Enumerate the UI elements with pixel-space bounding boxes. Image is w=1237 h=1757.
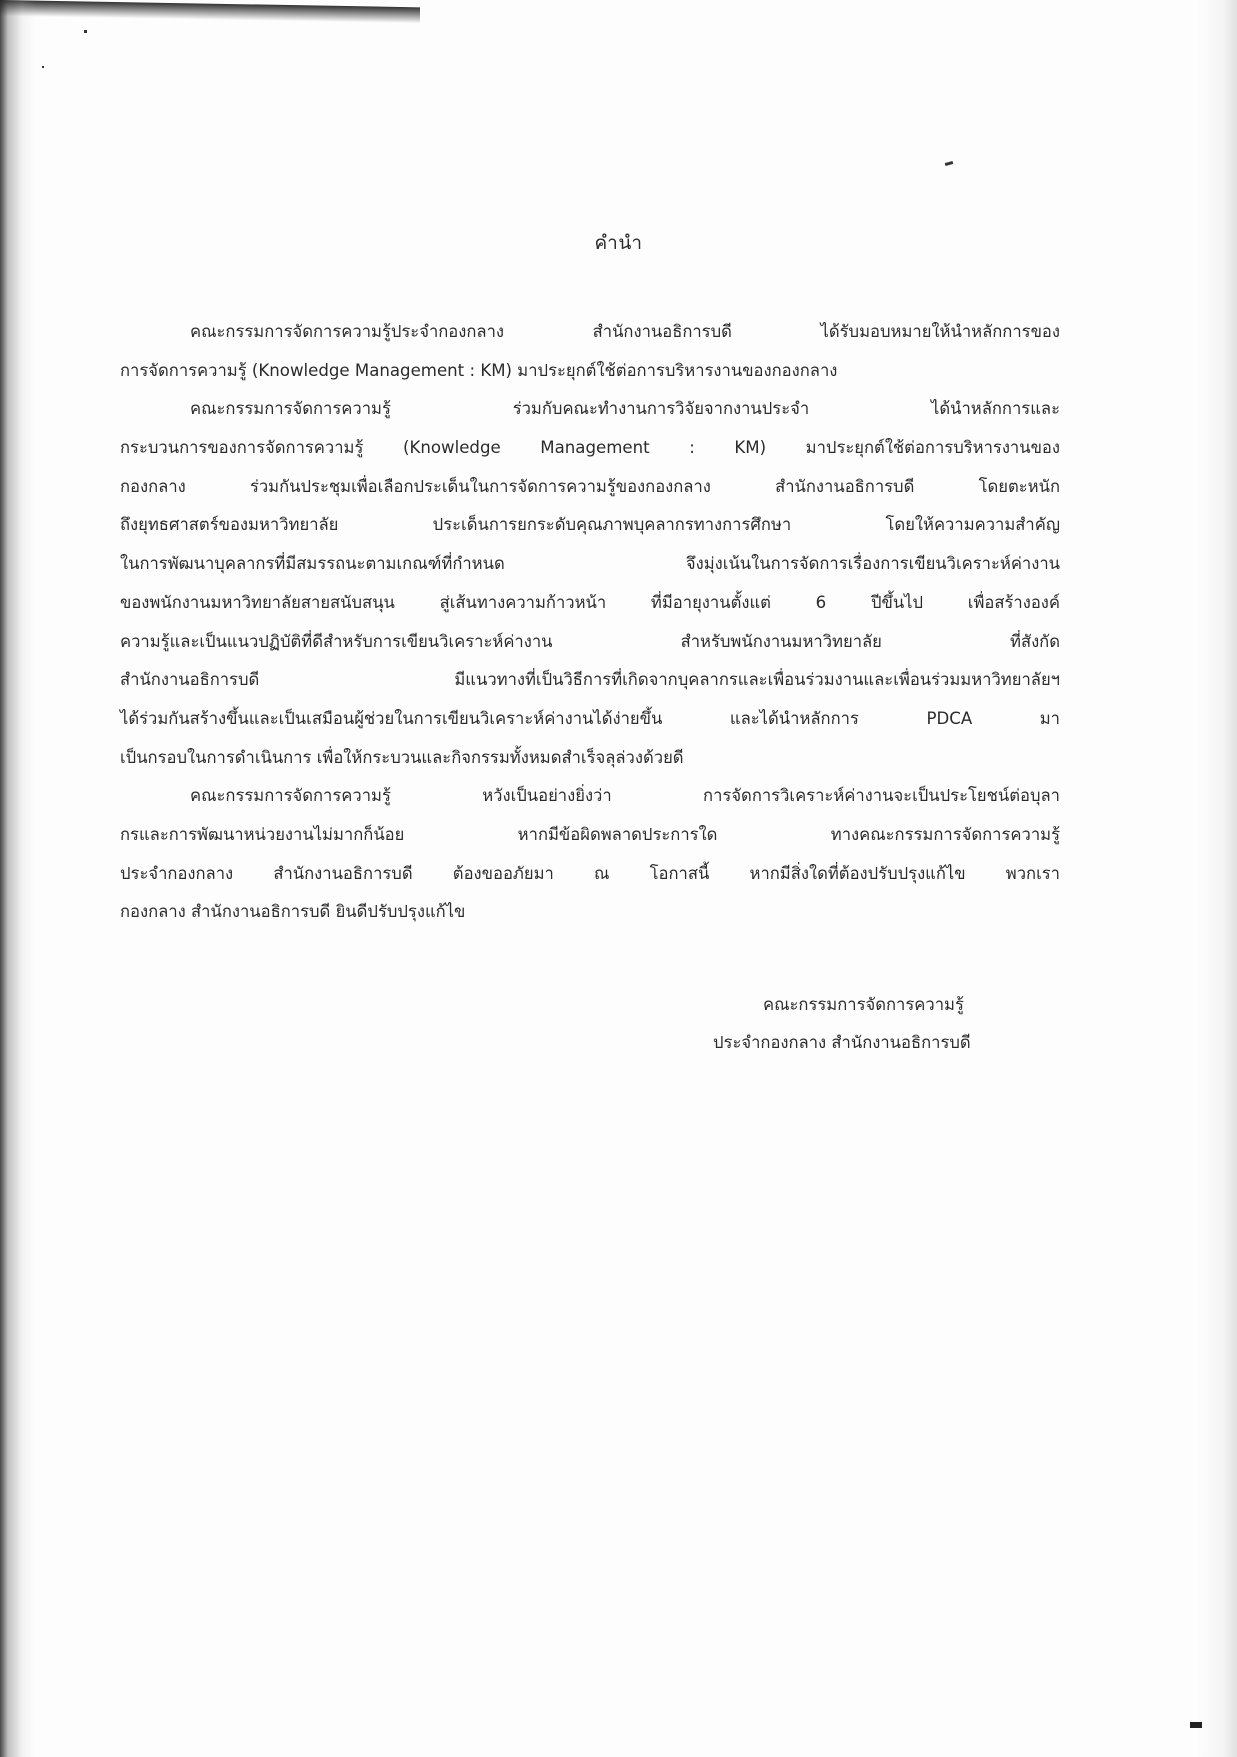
signature-block [0, 990, 1237, 1090]
scan-speck [945, 161, 954, 166]
paragraph-2-line-9: ได้ร่วมกันสร้างขึ้นและเป็นเสมือนผู้ช่วยในการเขียนวิเคราะห์ค่างานได้ง่ายขึ้น และได้นำหลักการ PDCA มา [120, 708, 1060, 728]
paragraph-2-line-2: กระบวนการของการจัดการความรู้ (Knowledge Management : KM) มาประยุกต์ใช้ต่อการบริหารงานของ [120, 438, 1060, 458]
paragraph-2-line-10: เป็นกรอบในการดำเนินการ เพื่อให้กระบวนและกิจกรรมทั้งหมดสำเร็จลุล่วงด้วยดี [120, 747, 684, 767]
scan-speck [84, 30, 87, 33]
paragraph-3-line-1: คณะกรรมการจัดการความรู้ หวังเป็นอย่างยิ่งว่า การจัดการวิเคราะห์ค่างานจะเป็นประโยชน์ต่อบุลา [190, 786, 1060, 806]
paragraph-2-line-8: สำนักงานอธิการบดี มีแนวทางที่เป็นวิธีการที่เกิดจากบุคลากรและเพื่อนร่วมงานและเพื่อนร่วมมหาวิทยาลัยฯ [120, 670, 1060, 690]
paragraph-2-line-5: ในการพัฒนาบุคลากรที่มีสมรรถนะตามเกณฑ์ที่กำหนด จึงมุ่งเน้นในการจัดการเรื่องการเขียนวิเคราะห์ค่างาน [120, 554, 1060, 574]
paragraph-1-line-2: การจัดการความรู้ (Knowledge Management : KM) มาประยุกต์ใช้ต่อการบริหารงานของกองกลาง [120, 360, 838, 380]
paragraph-2-line-1: คณะกรรมการจัดการความรู้ ร่วมกับคณะทำงานการวิจัยจากงานประจำ ได้นำหลักการและ [190, 399, 1060, 419]
scan-speck [42, 66, 44, 68]
paragraph-2-line-3: กองกลาง ร่วมกันประชุมเพื่อเลือกประเด็นในการจัดการความรู้ของกองกลาง สำนักงานอธิการบดี โดยตะหนัก [120, 476, 1060, 496]
paragraph-3-line-2: กรและการพัฒนาหน่วยงานไม่มากก็น้อย หากมีข้อผิดพลาดประการใด ทางคณะกรรมการจัดการความรู้ [120, 824, 1060, 844]
paragraph-2-line-7: ความรู้และเป็นแนวปฏิบัติที่ดีสำหรับการเขียนวิเคราะห์ค่างาน สำหรับพนักงานมหาวิทยาลัย ที่สังกัด [120, 631, 1060, 651]
signature-committee-name: คณะกรรมการจัดการความรู้ [763, 995, 964, 1014]
scan-speck [1190, 1722, 1202, 1728]
scan-shadow-right [1197, 0, 1237, 1757]
scan-shadow-top [0, 0, 420, 23]
paragraph-2-line-6: ของพนักงานมหาวิทยาลัยสายสนับสนุน สู่เส้นทางความก้าวหน้า ที่มีอายุงานตั้งแต่ 6 ปีขึ้นไป เพื่อสร้างองค์ [120, 592, 1060, 612]
paragraph-3-line-4: กองกลาง สำนักงานอธิการบดี ยินดีปรับปรุงแก้ไข [120, 902, 466, 922]
document-title: คำนำ [594, 232, 643, 254]
paragraph-3-line-3: ประจำกองกลาง สำนักงานอธิการบดี ต้องขออภัยมา ณ โอกาสนี้ หากมีสิ่งใดที่ต้องปรับปรุงแก้ไข พวกเรา [120, 863, 1060, 883]
paragraph-1-line-1: คณะกรรมการจัดการความรู้ประจำกองกลาง สำนักงานอธิการบดี ได้รับมอบหมายให้นำหลักการของ [190, 322, 1060, 341]
signature-department: ประจำกองกลาง สำนักงานอธิการบดี [713, 1033, 971, 1052]
document-body [120, 313, 1060, 932]
paragraph-2-line-4: ถึงยุทธศาสตร์ของมหาวิทยาลัย ประเด็นการยกระดับคุณภาพบุคลากรทางการศึกษา โดยให้ความความสำคัญ [120, 515, 1060, 535]
scan-shadow-left [0, 0, 36, 1757]
